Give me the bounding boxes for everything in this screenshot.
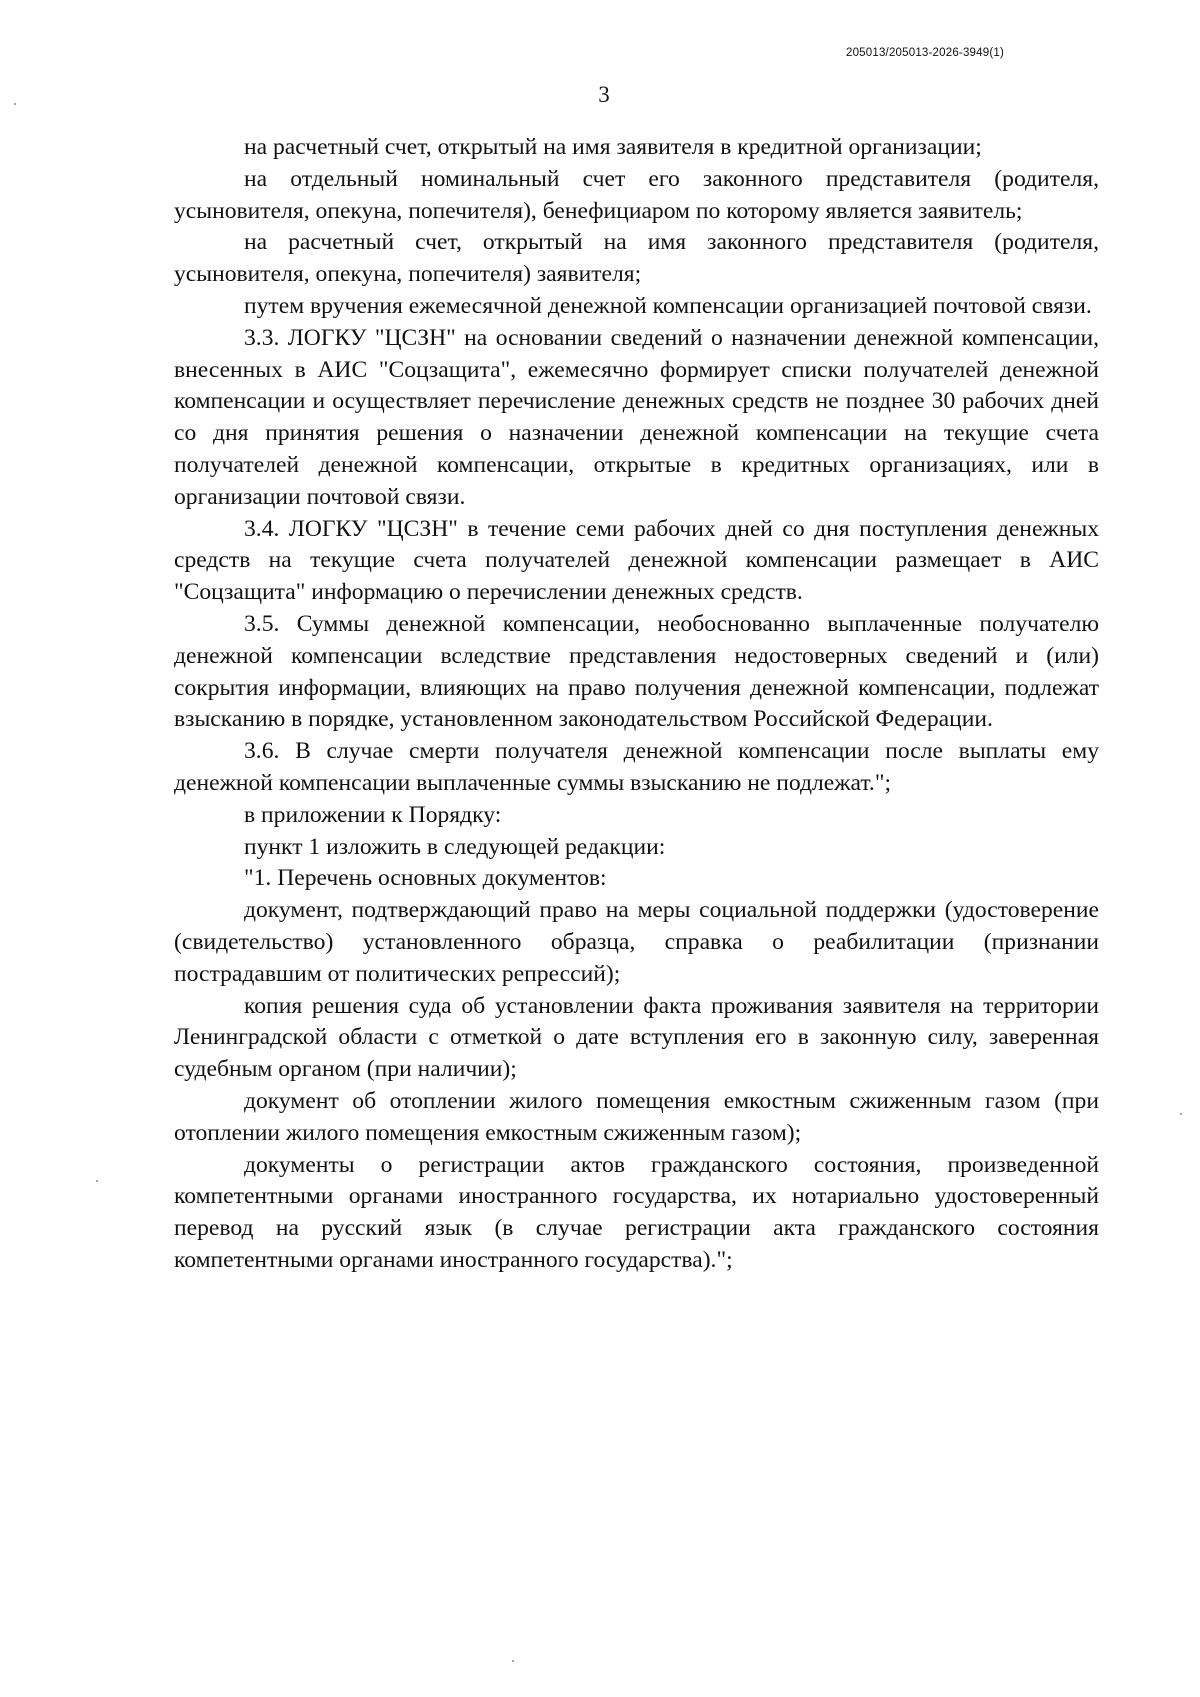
paragraph: 3.6. В случае смерти получателя денежной компенсации после выплаты ему денежной компенсации выплаченные суммы взысканию не подлежат.";: [174, 738, 1099, 796]
paragraph: на расчетный счет, открытый на имя заявителя в кредитной организации;: [244, 134, 982, 160]
paragraph: 3.4. ЛОГКУ "ЦСЗН" в течение семи рабочих дней со дня поступления денежных средств на текущие счета получателей денежной компенсации размещает в АИС "Соцзащита" информацию о перечислении денежных средств.: [174, 515, 1099, 606]
page-number: 3: [598, 82, 610, 107]
paragraph: 3.5. Суммы денежной компенсации, необоснованно выплаченные получателю денежной компенсации вследствие представления недостоверных сведений и (или) сокрытия информации, влияющих на право получения денежной компенсации, подлежат взысканию в порядке, установленном законодательством Российской Федерации.: [174, 610, 1099, 733]
paragraph: путем вручения ежемесячной денежной компенсации организацией почтовой связи.: [244, 292, 1092, 319]
document-body: [174, 132, 1099, 1277]
scan-artifact: [96, 1180, 98, 1182]
document-id: 205013/205013-2026-3949(1): [845, 47, 1004, 59]
paragraph: в приложении к Порядку:: [244, 801, 502, 828]
paragraph: документ об отоплении жилого помещения емкостным сжиженным газом (при отоплении жилого помещения емкостным сжиженным газом);: [174, 1087, 1099, 1146]
paragraph: "1. Перечень основных документов:: [244, 865, 607, 892]
paragraph: документы о регистрации актов гражданского состояния, произведенной компетентными органами иностранного государства, их нотариально удостоверенный перевод на русский язык (в случае регистрации акта гражданского состояния компетентными органами иностранного государства).";: [174, 1151, 1099, 1273]
paragraph: пункт 1 изложить в следующей редакции:: [244, 833, 666, 860]
paragraph: документ, подтверждающий право на меры социальной поддержки (удостоверение (свидетельство) установленного образца, справка о реабилитации (признании пострадавшим от политических репрессий);: [174, 897, 1099, 987]
scan-artifact: [512, 1660, 514, 1662]
paragraph: копия решения суда об установлении факта проживания заявителя на территории Ленинградской области с отметкой о дате вступления его в законную силу, заверенная судебным органом (при наличии);: [174, 992, 1099, 1083]
paragraph: на расчетный счет, открытый на имя законного представителя (родителя, усыновителя, опекуна, попечителя) заявителя;: [174, 229, 1099, 288]
scan-artifact: [14, 103, 16, 105]
paragraph: на отдельный номинальный счет его законного представителя (родителя, усыновителя, опекуна, попечителя), бенефициаром по которому является заявитель;: [174, 165, 1099, 224]
paragraph: 3.3. ЛОГКУ "ЦСЗН" на основании сведений о назначении денежной компенсации, внесенных в АИС "Соцзащита", ежемесячно формирует списки получателей денежной компенсации и осуществляет перечисление денежных средств не позднее 30 рабочих дней со дня принятия решения о назначении денежной компенсации на текущие счета получателей денежной компенсации, открытые в кредитных организациях, или в организации почтовой связи.: [174, 324, 1099, 510]
scan-artifact: [1180, 1113, 1182, 1115]
